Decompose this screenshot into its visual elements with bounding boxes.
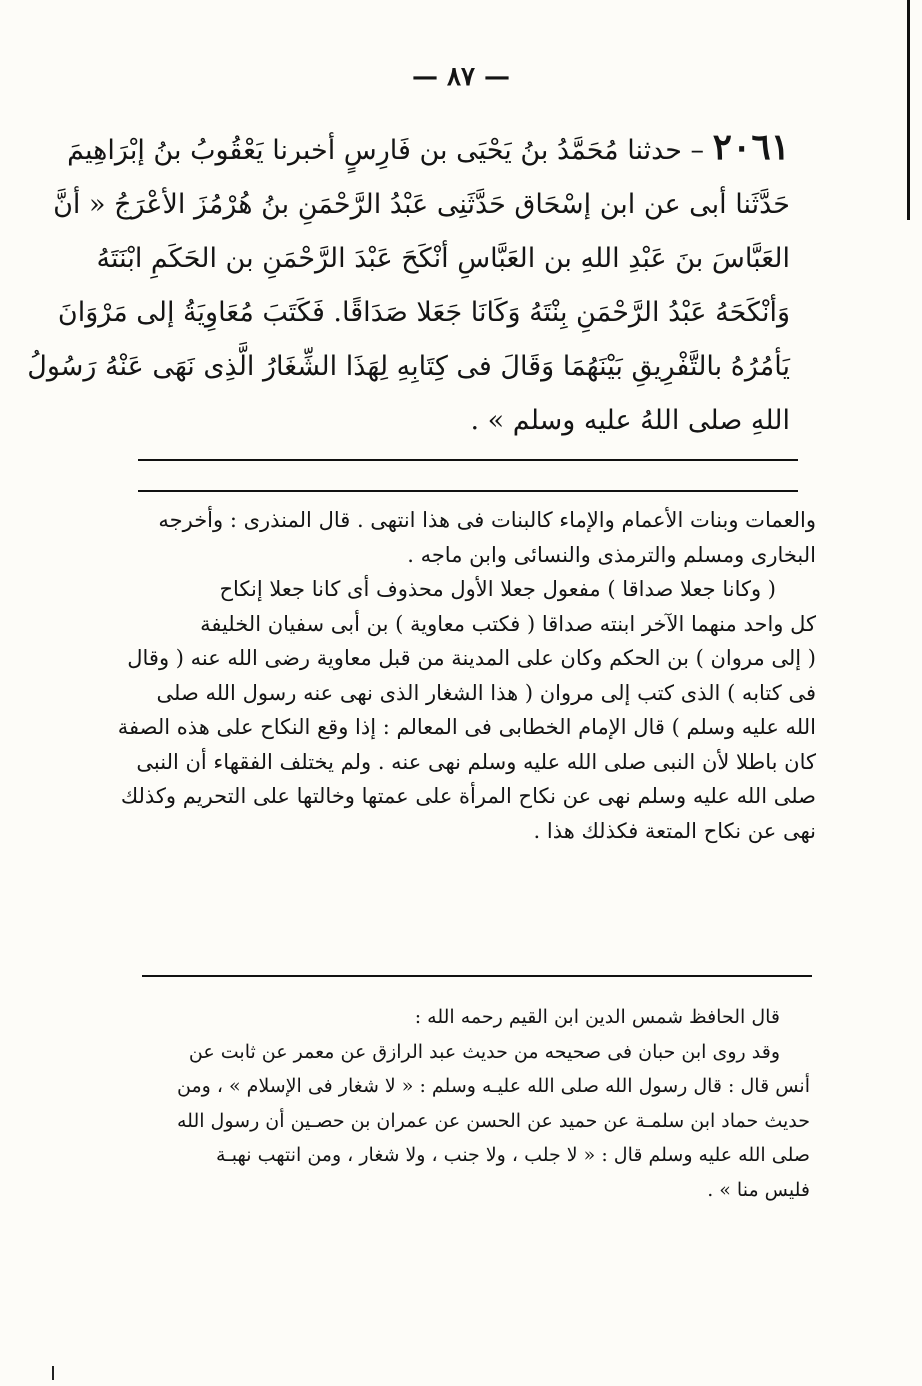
hadith-line xyxy=(67,120,790,178)
commentary-line: كان باطلا لأن النبى صلى الله عليه وسلم نهى عنه . ولم يختلف الفقهاء أن النبى xyxy=(136,749,816,774)
commentary-line: كل واحد منهما الآخر ابنته صداقا ( فكتب معاوية ) بن أبى سفيان الخليفة xyxy=(200,611,816,636)
hadith-line: وَأنْكَحَهُ عَبْدُ الرَّحْمَنِ بِنْتَهُ وَكَانَا جَعَلا صَدَاقًا. فَكَتَبَ مُعَاوِيَةُ إلى مَرْوَانَ xyxy=(57,297,790,328)
commentary-section xyxy=(117,503,816,848)
commentary-line: صلى الله عليه وسلم نهى عن نكاح المرأة على عمتها وخالتها على التحريم وكذلك xyxy=(120,784,816,808)
hadith-line-text: – حدثنا مُحَمَّدُ بنُ يَحْيَى بن فَارِسٍ أخبرنا يَعْقُوبُ بنُ إبْرَاهِيمَ xyxy=(67,135,705,166)
commentary-line: البخارى ومسلم والترمذى والنسائى وابن ماجه . xyxy=(407,542,816,567)
commentary-line: نهى عن نكاح المتعة فكذلك هذا . xyxy=(533,818,816,843)
hadith-line: يَأمُرُهُ بالتَّفْرِيقِ بَيْنَهُمَا وَقَالَ فى كِتَابِهِ لِهَذَا الشِّغَارُ الَّذِى نَهَى عَنْهُ رَسُولُ xyxy=(27,351,790,382)
addendum-line: وقد روى ابن حبان فى صحيحه من حديث عبد الرازق عن معمر عن ثابت عن xyxy=(188,1040,780,1063)
commentary-line: والعمات وبنات الأعمام والإماء كالبنات فى هذا انتهى . قال المنذرى : وأخرجه xyxy=(158,508,816,532)
addendum-line: حديث حماد ابن سلمـة عن حميد عن الحسن عن عمران بن حصـين أن رسول الله xyxy=(176,1109,810,1132)
page-edge-line xyxy=(907,0,910,220)
commentary-line: الله عليه وسلم ) قال الإمام الخطابى فى المعالم : إذا وقع النكاح على هذه الصفة xyxy=(117,715,816,739)
addendum-section xyxy=(150,1000,810,1208)
hadith-number: ٢٠٦١ xyxy=(712,126,790,168)
section-divider xyxy=(138,490,798,492)
addendum-line: فليس منا » . xyxy=(707,1178,810,1201)
section-divider xyxy=(142,975,812,977)
hadith-line: العَبَّاسَ بنَ عَبْدِ اللهِ بن العَبَّاسِ أنْكَحَ عَبْدَ الرَّحْمَنِ بن الحَكَمِ ابْنَتَهُ xyxy=(96,243,790,274)
commentary-line: ( وكانا جعلا صداقا ) مفعول جعلا الأول محذوف أى كانا جعلا إنكاح xyxy=(219,577,776,601)
hadith-section xyxy=(27,120,790,448)
hadith-line: اللهِ صلى اللهُ عليه وسلم » . xyxy=(470,405,790,436)
hadith-line: حَدَّثَنا أبى عن ابن إسْحَاق حَدَّثَنِى عَبْدُ الرَّحْمَنِ بنُ هُرْمُزَ الأعْرَجُ « أنَّ xyxy=(53,189,790,220)
addendum-line: صلى الله عليه وسلم قال : « لا جلب ، ولا جنب ، ولا شغار ، ومن انتهب نهبـة xyxy=(216,1144,810,1167)
section-divider xyxy=(138,459,798,461)
addendum-line: أنس قال : قال رسول الله صلى الله عليـه وسلم : « لا شغار فى الإسلام » ، ومن xyxy=(176,1075,810,1098)
addendum-heading: قال الحافظ شمس الدين ابن القيم رحمه الله : xyxy=(414,1006,780,1028)
commentary-line: ( إلى مروان ) بن الحكم وكان على المدينة من قبل معاوية رضى الله عنه ( وقال xyxy=(127,646,816,670)
page-edge-mark xyxy=(52,1366,54,1380)
page-number: — ٨٧ — xyxy=(411,62,511,92)
commentary-line: فى كتابه ) الذى كتب إلى مروان ( هذا الشغار الذى نهى عنه رسول الله صلى xyxy=(156,680,816,705)
